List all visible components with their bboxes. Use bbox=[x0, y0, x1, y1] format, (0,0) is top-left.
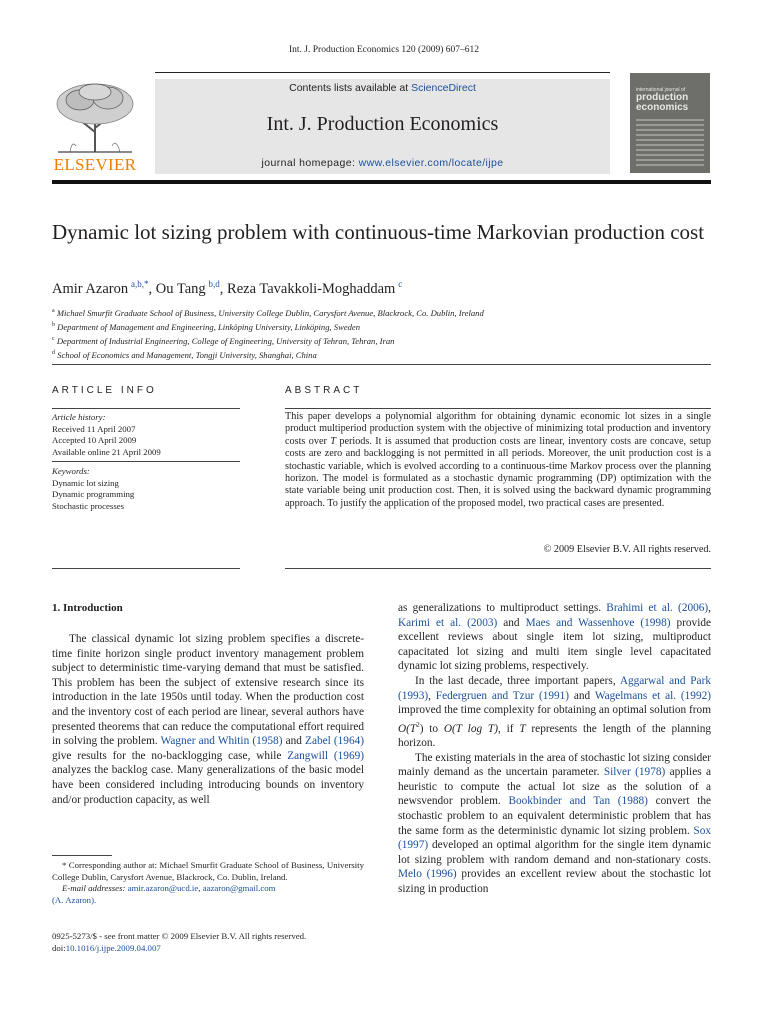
footnote-rule bbox=[52, 855, 112, 856]
author-affiliation-marks[interactable]: b,d bbox=[208, 279, 220, 289]
abstract-part: This paper develops a polynomial algorithm for obtaining dynamic economic lot sizes in a single product multiperiod production system with the objective of minimizing total production and inventory costs over bbox=[285, 411, 711, 447]
citation-link[interactable]: Wagner and Whitin (1958) bbox=[160, 735, 283, 748]
math-run: O(T log T) bbox=[443, 722, 498, 735]
header-thick-rule bbox=[52, 180, 711, 184]
text-run: analyzes the backlog case. Many generalizations of the basic model have been considered including introducing bounds on inventory and/or production capacity, as well bbox=[52, 764, 364, 806]
email-link[interactable]: aazaron@gmail.com bbox=[202, 883, 276, 893]
text-run: improved the time complexity for obtaining an optimal solution from bbox=[398, 704, 711, 717]
email-owner: (A. Azaron). bbox=[52, 894, 97, 905]
text-run: The existing materials in the area of stochastic lot sizing consider mainly demand as the uncertain parameter. bbox=[398, 751, 711, 779]
header-rule bbox=[155, 72, 610, 73]
abstract-text bbox=[285, 411, 711, 510]
contents-prefix: Contents lists available at bbox=[289, 82, 412, 94]
journal-title: Int. J. Production Economics bbox=[266, 113, 499, 135]
contents-line bbox=[155, 82, 610, 94]
corresponding-author-text: * Corresponding author at: Michael Smurfit Graduate School of Business, University College Dublin, Carysfort Avenue, Blackrock, Co. Dublin, Ireland. bbox=[52, 860, 364, 882]
homepage-prefix: journal homepage: bbox=[261, 157, 359, 169]
front-matter-text: 0925-5273/$ - see front matter © 2009 Elsevier B.V. All rights reserved. bbox=[52, 931, 307, 941]
abstract-bottom-rule bbox=[285, 568, 711, 569]
article-info-bottom-rule bbox=[52, 568, 240, 569]
article-info-heading: ARTICLE INFO bbox=[52, 385, 157, 396]
author-separator: , bbox=[219, 280, 228, 297]
elsevier-tree-icon bbox=[50, 80, 140, 155]
author-separator: , bbox=[148, 280, 156, 297]
text-run: , bbox=[428, 689, 436, 702]
keywords-label: Keywords: bbox=[52, 466, 90, 476]
abstract-part: periods. It is assumed that production costs are linear, inventory costs are concave, setup costs are zero and backlogging is not permitted in all periods. Moreover, the unit production cost is a stochastic variable, which is evolved according to a continuous-time Markov process over the planning horizon. The model is formulated as a stochastic dynamic programming (DP) optimization with the state variable being unit production cost. Then, it is solved using the backward dynamic programming approach. To justify the application of the proposed model, two practical cases are presented. bbox=[285, 435, 711, 509]
intro-right-column bbox=[398, 601, 711, 897]
email-link[interactable]: amir.azaron@ucd.ie bbox=[127, 883, 199, 893]
text-run: and bbox=[569, 689, 595, 702]
text-run: to bbox=[423, 722, 444, 735]
text-run: applies a heuristic to compute the actual lot size as the solution of a newsvendor problem. bbox=[398, 766, 711, 808]
keyword: Stochastic processes bbox=[52, 500, 125, 511]
citation-link[interactable]: Karimi et al. (2003) bbox=[398, 616, 498, 629]
citation-link[interactable]: Maes and Wassenhove (1998) bbox=[525, 616, 671, 629]
cover-line-2: production bbox=[636, 92, 689, 103]
elsevier-wordmark: ELSEVIER bbox=[53, 155, 137, 174]
email-line bbox=[52, 883, 364, 895]
citation-link[interactable]: Melo (1996) bbox=[398, 868, 457, 881]
keyword: Dynamic lot sizing bbox=[52, 477, 119, 488]
text-run: and bbox=[282, 735, 306, 748]
front-matter-note bbox=[52, 931, 382, 954]
history-accepted: Accepted 10 April 2009 bbox=[52, 435, 137, 445]
cover-line-1: international journal of bbox=[636, 87, 686, 93]
doi-line bbox=[52, 943, 382, 955]
history-received: Received 11 April 2007 bbox=[52, 423, 136, 434]
keywords bbox=[52, 466, 240, 512]
author-name: Reza Tavakkoli-Moghaddam bbox=[227, 280, 396, 297]
abstract-variable: T bbox=[330, 435, 336, 447]
history-online: Available online 21 April 2009 bbox=[52, 446, 161, 457]
citation-link[interactable]: Brahimi et al. (2006) bbox=[606, 602, 709, 614]
affiliation-text: Department of Industrial Engineering, College of Engineering, University of Tehran, Tehran, Iran bbox=[56, 335, 395, 346]
citation-link[interactable]: Aggarwal and Park (1993) bbox=[398, 674, 711, 702]
affiliation-mark: d bbox=[52, 349, 55, 356]
abstract-rule bbox=[285, 408, 711, 409]
math-run: O(T bbox=[398, 722, 417, 735]
article-info-rule bbox=[52, 408, 240, 409]
section-rule bbox=[52, 364, 711, 365]
abstract-copyright: © 2009 Elsevier B.V. All rights reserved. bbox=[543, 544, 711, 555]
sciencedirect-link[interactable]: ScienceDirect bbox=[411, 82, 476, 94]
text-run: In the last decade, three important papers, bbox=[415, 674, 620, 687]
text-run: , if bbox=[497, 722, 520, 735]
cover-title bbox=[636, 87, 706, 113]
text-run: , bbox=[198, 883, 203, 893]
author-name: Ou Tang bbox=[155, 280, 206, 297]
journal-citation: Int. J. Production Economics 120 (2009) 607–612 bbox=[289, 45, 479, 55]
author-list bbox=[52, 279, 712, 298]
homepage-link[interactable]: www.elsevier.com/locate/ijpe bbox=[358, 157, 504, 169]
affiliation-mark: b bbox=[52, 321, 55, 328]
author-affiliation-marks[interactable]: c bbox=[398, 279, 403, 289]
keywords-rule bbox=[52, 461, 240, 462]
text-run: give results for the no-backlogging case, while bbox=[52, 749, 288, 762]
citation-link[interactable]: Federgruen and Tzur (1991) bbox=[435, 689, 570, 702]
email-label: E-mail addresses: bbox=[62, 883, 128, 893]
affiliation-mark: a bbox=[52, 308, 55, 314]
citation-link[interactable]: Sox (1997) bbox=[398, 824, 711, 852]
journal-homepage-line bbox=[155, 157, 610, 169]
affiliation-text: Department of Management and Engineering, Linköping University, Linköping, Sweden bbox=[57, 321, 361, 332]
history-label: Article history: bbox=[52, 412, 106, 422]
text-run: developed an optimal algorithm for the single item dynamic lot sizing problem with random demand and non-stationary costs. bbox=[398, 839, 711, 866]
text-run: as generalizations to multiproduct settings. bbox=[398, 602, 607, 614]
math-run: T bbox=[519, 722, 526, 735]
abstract-heading: ABSTRACT bbox=[285, 385, 363, 396]
affiliation-a bbox=[52, 305, 712, 319]
citation-link[interactable]: Silver (1978) bbox=[603, 766, 666, 779]
intro-paragraph bbox=[398, 601, 711, 674]
paper-title: Dynamic lot sizing problem with continuous-time Markovian production cost bbox=[52, 220, 705, 244]
intro-paragraph bbox=[398, 674, 711, 751]
text-run: provides an excellent review about the stochastic lot sizing in production bbox=[398, 868, 711, 896]
author-name: Amir Azaron bbox=[52, 280, 129, 297]
intro-paragraph bbox=[52, 632, 364, 807]
corresponding-author-note bbox=[52, 860, 364, 906]
citation-link[interactable]: Zangwill (1969) bbox=[287, 749, 365, 762]
author-affiliation-marks[interactable]: a,b,* bbox=[131, 279, 149, 289]
affiliation-mark: c bbox=[52, 335, 55, 342]
elsevier-logo bbox=[50, 80, 140, 175]
doi-link[interactable]: 10.1016/j.ijpe.2009.04.007 bbox=[65, 942, 161, 953]
affiliation-d bbox=[52, 347, 712, 361]
citation-link[interactable]: Wagelmans et al. (1992) bbox=[594, 689, 711, 702]
math-run: ) bbox=[419, 722, 424, 735]
affiliation-text: School of Economics and Management, Tongji University, Shanghai, China bbox=[57, 349, 317, 360]
intro-left-column bbox=[52, 632, 364, 807]
article-history bbox=[52, 412, 240, 458]
introduction-heading: 1. Introduction bbox=[52, 602, 123, 614]
affiliations bbox=[52, 305, 712, 360]
text-run: and bbox=[497, 616, 526, 629]
text-run: provide excellent reviews about single item lot sizing, multiproduct capacitated lot sizing and multi item single level capacitated dynamic lot sizing problems, respectively. bbox=[398, 616, 711, 673]
affiliation-b bbox=[52, 319, 712, 333]
cover-line-3: economics bbox=[636, 102, 689, 113]
text-run: convert the stochastic problem to an equivalent deterministic problem that has the same form as the deterministic dynamic lot sizing problem. bbox=[398, 795, 712, 837]
keyword: Dynamic programming bbox=[52, 489, 135, 499]
citation-link[interactable]: Bookbinder and Tan (1988) bbox=[508, 795, 648, 808]
affiliation-text: Michael Smurfit Graduate School of Business, University College Dublin, Carysfort Avenue, Blackrock, Co. Dublin, Ireland bbox=[56, 307, 484, 318]
cover-contents-lines bbox=[636, 119, 704, 169]
journal-cover-image bbox=[630, 73, 710, 173]
text-run: The classical dynamic lot sizing problem specifies a discrete-time finite horizon single product inventory management problem subject to deterministic time-varying demand that must be satisfied. This problem has been the subject of extensive research since its introduction in the late 1950s until today. When the production cost and the inventory cost of each period are linear, several authors have presented theorems that can reduce the computational effort required in solving the problem. bbox=[52, 633, 364, 748]
intro-paragraph bbox=[398, 751, 711, 897]
text-run: , bbox=[708, 602, 711, 614]
doi-label: doi: bbox=[52, 942, 66, 953]
citation-link[interactable]: Zabel (1964) bbox=[305, 735, 365, 748]
text-run: represents the length of the planning horizon. bbox=[398, 722, 712, 750]
math-superscript: 2 bbox=[416, 720, 420, 729]
affiliation-c bbox=[52, 333, 712, 347]
